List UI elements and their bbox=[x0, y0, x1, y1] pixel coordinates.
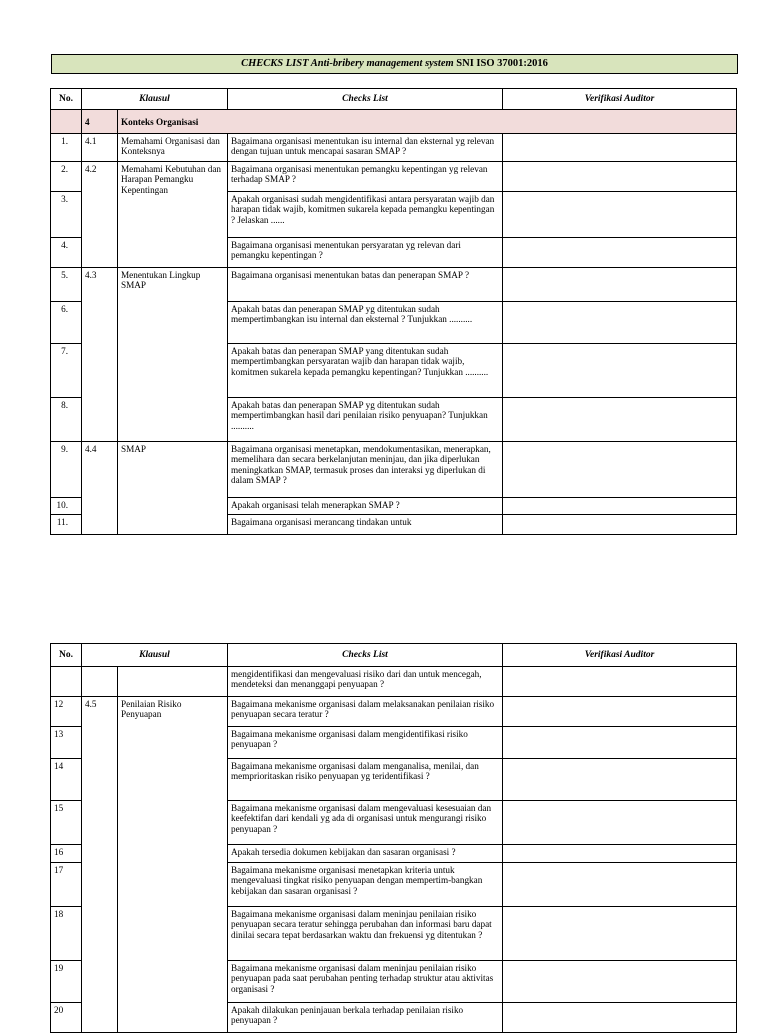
clause-title bbox=[117, 667, 227, 697]
section-row bbox=[50, 110, 737, 134]
auditor-verification-cell[interactable] bbox=[502, 727, 737, 759]
check-question: Bagaimana mekanisme organisasi menetapkan kriteria untuk mengevaluasi tingkat risiko penyuapan dengan mempertim-bangkan kebijakan dan sasaran organisasi ? bbox=[227, 863, 502, 907]
row-number: 13 bbox=[50, 727, 81, 759]
row-number: 18 bbox=[50, 907, 81, 961]
check-question: Bagaimana mekanisme organisasi dalam melaksanakan penilaian risiko penyuapan secara teratur ? bbox=[227, 697, 502, 727]
row-number: 8. bbox=[50, 398, 81, 442]
check-question: Apakah tersedia dokumen kebijakan dan sasaran organisasi ? bbox=[227, 845, 502, 863]
row-number: 5. bbox=[50, 268, 81, 302]
section-number: 4 bbox=[81, 110, 117, 134]
check-question: Apakah dilakukan peninjauan berkala terhadap penilaian risiko penyuapan ? bbox=[227, 1003, 502, 1033]
row-number: 20 bbox=[50, 1003, 81, 1033]
row-number: 10. bbox=[50, 498, 81, 515]
check-question: Bagaimana organisasi menentukan persyaratan yg relevan dari pemangku kepentingan ? bbox=[227, 238, 502, 268]
title-italic: CHECKS LIST Anti-bribery management system bbox=[241, 58, 454, 69]
auditor-verification-cell[interactable] bbox=[502, 344, 737, 398]
auditor-verification-cell[interactable] bbox=[502, 134, 737, 162]
header-verif: Verifikasi Auditor bbox=[502, 88, 737, 110]
check-question: Apakah batas dan penerapan SMAP yg ditentukan sudah mempertimbangkan isu internal dan eksternal ? Tunjukkan .......... bbox=[227, 302, 502, 344]
row-number bbox=[50, 667, 81, 697]
auditor-verification-cell[interactable] bbox=[502, 759, 737, 801]
auditor-verification-cell[interactable] bbox=[502, 907, 737, 961]
auditor-verification-cell[interactable] bbox=[502, 961, 737, 1003]
auditor-verification-cell[interactable] bbox=[502, 442, 737, 498]
row-number: 11. bbox=[50, 515, 81, 535]
header-row bbox=[50, 643, 737, 667]
row-number: 19 bbox=[50, 961, 81, 1003]
row-number: 16 bbox=[50, 845, 81, 863]
row-number: 7. bbox=[50, 344, 81, 398]
row-number: 12 bbox=[50, 697, 81, 727]
header-row bbox=[50, 88, 737, 110]
auditor-verification-cell[interactable] bbox=[502, 845, 737, 863]
row-number: 9. bbox=[50, 442, 81, 498]
check-question: Bagaimana organisasi menetapkan, mendokumentasikan, menerapkan, memelihara dan secara berkelanjutan meninjau, dan jika diperlukan meningkatkan SMAP, termasuk proses dan interaksi yg diperlukan di dalam SMAP ? bbox=[227, 442, 502, 498]
auditor-verification-cell[interactable] bbox=[502, 498, 737, 515]
clause-number bbox=[81, 667, 117, 697]
clause-title: Menentukan Lingkup SMAP bbox=[117, 268, 227, 442]
auditor-verification-cell[interactable] bbox=[502, 515, 737, 535]
row-number: 4. bbox=[50, 238, 81, 268]
auditor-verification-cell[interactable] bbox=[502, 398, 737, 442]
checklist-table-2 bbox=[50, 643, 737, 1024]
row-number: 1. bbox=[50, 134, 81, 162]
check-question: Bagaimana organisasi menentukan pemangku kepentingan yg relevan terhadap SMAP ? bbox=[227, 162, 502, 192]
clause-number: 4.4 bbox=[81, 442, 117, 535]
auditor-verification-cell[interactable] bbox=[502, 667, 737, 697]
auditor-verification-cell[interactable] bbox=[502, 192, 737, 238]
row-number: 14 bbox=[50, 759, 81, 801]
header-checks: Checks List bbox=[227, 88, 502, 110]
clause-title: SMAP bbox=[117, 442, 227, 535]
check-question: Bagaimana organisasi menentukan isu internal dan eksternal yg relevan dengan tujuan untuk mencapai sasaran SMAP ? bbox=[227, 134, 502, 162]
auditor-verification-cell[interactable] bbox=[502, 302, 737, 344]
check-question: Apakah batas dan penerapan SMAP yang ditentukan sudah mempertimbangkan persyaratan wajib dan harapan tidak wajib, komitmen sukarela kepada pemangku kepentingan? Tunjukkan .......... bbox=[227, 344, 502, 398]
header-verif: Verifikasi Auditor bbox=[502, 643, 737, 667]
check-question: Bagaimana mekanisme organisasi dalam mengidentifikasi risiko penyuapan ? bbox=[227, 727, 502, 759]
header-no: No. bbox=[50, 643, 81, 667]
check-question: Bagaimana mekanisme organisasi dalam menganalisa, menilai, dan memprioritaskan risiko penyuapan yg teridentifikasi ? bbox=[227, 759, 502, 801]
check-question: Bagaimana mekanisme organisasi dalam mengevaluasi kesesuaian dan keefektifan dari kendali yg ada di organisasi untuk mengurangi risiko penyuapan ? bbox=[227, 801, 502, 845]
auditor-verification-cell[interactable] bbox=[502, 801, 737, 845]
section-label: Konteks Organisasi bbox=[117, 110, 737, 134]
row-number: 15 bbox=[50, 801, 81, 845]
auditor-verification-cell[interactable] bbox=[502, 697, 737, 727]
clause-title: Memahami Kebutuhan dan Harapan Pemangku Kepentingan bbox=[117, 162, 227, 268]
clause-number: 4.5 bbox=[81, 697, 117, 1033]
clause-number: 4.2 bbox=[81, 162, 117, 268]
clause-number: 4.3 bbox=[81, 268, 117, 442]
clause-title: Memahami Organisasi dan Konteksnya bbox=[117, 134, 227, 162]
header-klausul: Klausul bbox=[81, 643, 227, 667]
auditor-verification-cell[interactable] bbox=[502, 162, 737, 192]
row-number: 2. bbox=[50, 162, 81, 192]
check-question: Bagaimana organisasi menentukan batas dan penerapan SMAP ? bbox=[227, 268, 502, 302]
check-question: Apakah batas dan penerapan SMAP yg ditentukan sudah mempertimbangkan hasil dari penilaian risiko penyuapan? Tunjukkan .......... bbox=[227, 398, 502, 442]
check-question: Bagaimana mekanisme organisasi dalam meninjau penilaian risiko penyuapan pada saat perubahan penting terhadap struktur atau aktivitas organisasi ? bbox=[227, 961, 502, 1003]
header-klausul: Klausul bbox=[81, 88, 227, 110]
row-number: 17 bbox=[50, 863, 81, 907]
clause-title: Penilaian Risiko Penyuapan bbox=[117, 697, 227, 1033]
checklist-table-1 bbox=[50, 88, 737, 536]
check-question: mengidentifikasi dan mengevaluasi risiko dari dan untuk mencegah, mendeteksi dan menanggapi penyuapan ? bbox=[227, 667, 502, 697]
auditor-verification-cell[interactable] bbox=[502, 268, 737, 302]
auditor-verification-cell[interactable] bbox=[502, 863, 737, 907]
title-standard: SNI ISO 37001:2016 bbox=[453, 58, 548, 69]
row-number: 3. bbox=[50, 192, 81, 238]
check-question: Bagaimana mekanisme organisasi dalam meninjau penilaian risiko penyuapan secara teratur sehingga perubahan dan informasi baru dapat dinilai secara tepat berdasarkan waktu dan frekuensi yg ditentukan ? bbox=[227, 907, 502, 961]
clause-number: 4.1 bbox=[81, 134, 117, 162]
header-no: No. bbox=[50, 88, 81, 110]
auditor-verification-cell[interactable] bbox=[502, 1003, 737, 1033]
row-number: 6. bbox=[50, 302, 81, 344]
check-question: Apakah organisasi telah menerapkan SMAP ? bbox=[227, 498, 502, 515]
document-title bbox=[51, 54, 738, 74]
check-question: Apakah organisasi sudah mengidentifikasi antara persyaratan wajib dan harapan tidak wajib, komitmen sukarela kepada pemangku kepentingan ? Jelaskan ...... bbox=[227, 192, 502, 238]
auditor-verification-cell[interactable] bbox=[502, 238, 737, 268]
check-question: Bagaimana organisasi merancang tindakan untuk bbox=[227, 515, 502, 535]
header-checks: Checks List bbox=[227, 643, 502, 667]
